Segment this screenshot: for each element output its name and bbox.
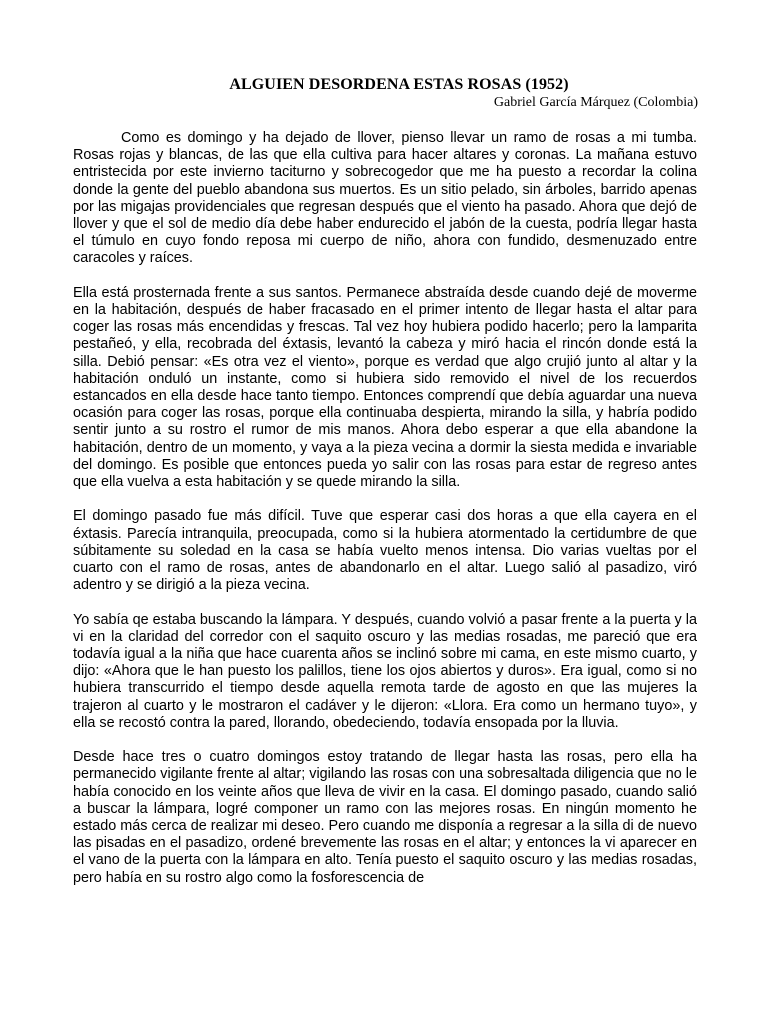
paragraph-5: Desde hace tres o cuatro domingos estoy tratando de llegar hasta las rosas, pero ella ha permanecido vigilante frente al altar; vigilando las rosas con una sobresaltada diligencia que no le había conocido en los veinte años que lleva de vivir en la casa. El domingo pasado, cuando salió a buscar la lámpara, logré componer un ramo con las mejores rosas. En ningún momento he estado más cerca de realizar mi deseo. Pero cuando me disponía a regresar a la silla di de nuevo las pisadas en el pasadizo, ordené brevemente las rosas en el altar; y entonces la vi aparecer en el vano de la puerta con la lámpara en alto. Tenía puesto el saquito oscuro y las medias rosadas, pero había en su rostro algo como la fosforescencia de <box>73 749 697 886</box>
paragraph-2: Ella está prosternada frente a sus santos. Permanece abstraída desde cuando dejé de moverme en la habitación, después de haber fracasado en el primer intento de llegar hasta el altar para coger las rosas más encendidas y frescas. Tal vez hoy hubiera podido hacerlo; pero la lamparita pestañeó, y ella, recobrada del éxtasis, levantó la cabeza y miró hacia el rincón donde está la silla. Debió pensar: «Es otra vez el viento», porque es verdad que algo crujió junto al altar y la habitación onduló un instante, como si hubiera sido removido el nivel de los recuerdos estancados en ella desde hace tanto tiempo. Entonces comprendí que debía aguardar una nueva ocasión para coger las rosas, porque ella continuaba despierta, mirando la silla, y habría podido sentir junto a su rostro el rumor de mis manos. Ahora debo esperar a que ella abandone la habitación, dentro de un momento, y vaya a la pieza vecina a dormir la siesta medida e invariable del domingo. Es posible que entonces pueda yo salir con las rosas para estar de regreso antes que ella vuelva a esta habitación y se quede mirando la silla. <box>73 284 697 491</box>
document-body <box>73 130 697 904</box>
document-title: ALGUIEN DESORDENA ESTAS ROSAS (1952) <box>229 76 569 93</box>
paragraph-1: Como es domingo y ha dejado de llover, pienso llevar un ramo de rosas a mi tumba. Rosas rojas y blancas, de las que ella cultiva para hacer altares y coronas. La mañana estuvo entristecida por este invierno taciturno y sobrecogedor que me ha puesto a recordar la colina donde la gente del pueblo abandona sus muertos. Es un sitio pelado, sin árboles, barrido apenas por las migajas providenciales que regresan después que el viento ha pasado. Ahora que dejó de llover y que el sol de medio día debe haber endurecido el jabón de la cuesta, podría llegar hasta el túmulo en cuyo fondo reposa mi cuerpo de niño, ahora con fundido, desmenuzado entre caracoles y raíces. <box>73 130 697 267</box>
document-author: Gabriel García Márquez (Colombia) <box>493 95 698 110</box>
paragraph-4: Yo sabía qe estaba buscando la lámpara. Y después, cuando volvió a pasar frente a la puerta y la vi en la claridad del corredor con el saquito oscuro y las medias rosadas, me pareció que era todavía igual a la niña que hace cuarenta años se inclinó sobre mi cama, en este mismo cuarto, y dijo: «Ahora que le han puesto los palillos, tiene los ojos abiertos y duros». Era igual, como si no hubiera transcurrido el tiempo desde aquella remota tarde de agosto en que las mujeres la trajeron al cuarto y le mostraron el cadáver y le dijeron: «Llora. Era como un hermano tuyo», y ella se recostó contra la pared, llorando, obedeciendo, todavía ensopada por la lluvia. <box>73 611 697 731</box>
paragraph-3: El domingo pasado fue más difícil. Tuve que esperar casi dos horas a que ella cayera en el éxtasis. Parecía intranquila, preocupada, como si la hubiera atormentado la certidumbre de que súbitamente su soledad en la casa se había vuelto menos intensa. Dio varias vueltas por el cuarto con el ramo de rosas, antes de abandonarlo en el altar. Luego salió al pasadizo, viró adentro y se dirigió a la pieza vecina. <box>73 508 697 594</box>
